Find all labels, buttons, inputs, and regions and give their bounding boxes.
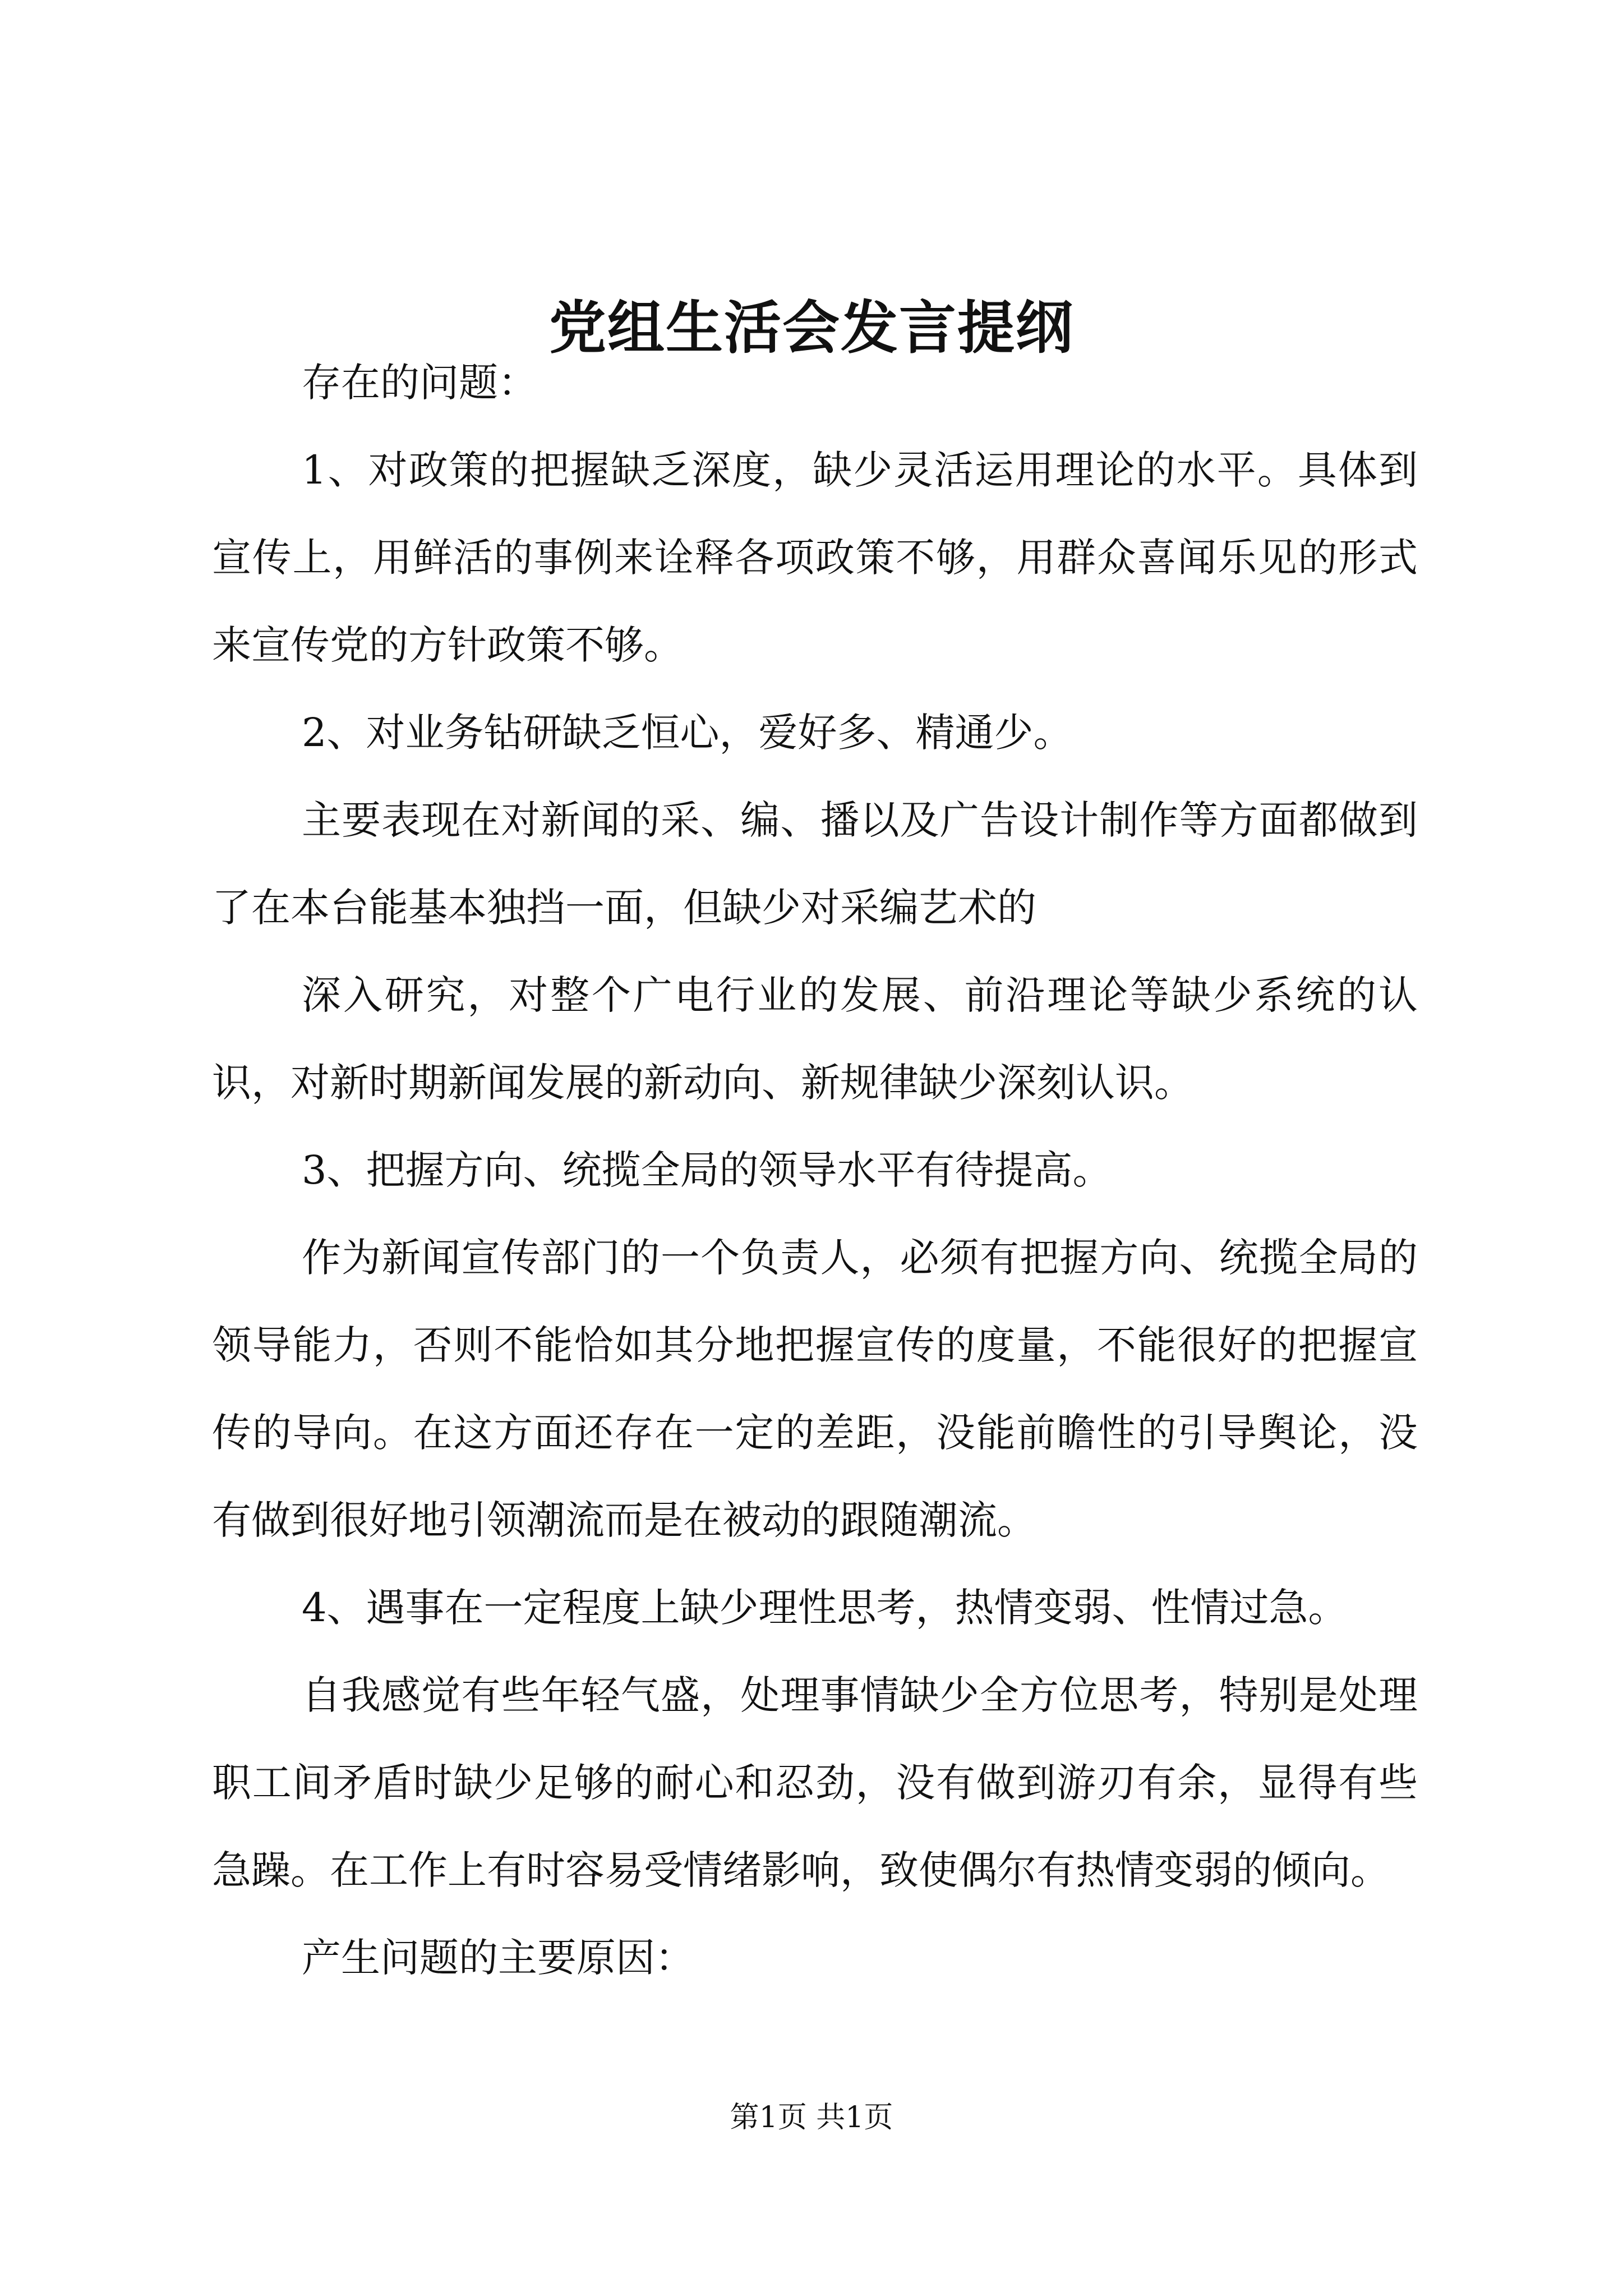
paragraph-item-3-detail: 作为新闻宣传部门的一个负责人，必须有把握方向、统揽全局的领导能力，否则不能恰如其分地把握宣传的度量，不能很好的把握宣传的导向。在这方面还存在一定的差距，没能前瞻性的引导舆论，没有做到很好地引领潮流而是在被动的跟随潮流。 xyxy=(212,1235,1418,1543)
paragraph-problems-heading: 存在的问题： xyxy=(302,360,537,406)
document-title: 党组生活会发言提纲 xyxy=(549,295,1074,362)
paragraph-item-2-detail-b: 深入研究，对整个广电行业的发展、前沿理论等缺少系统的认识，对新时期新闻发展的新动向、新规律缺少深刻认识。 xyxy=(212,972,1418,1106)
paragraph-item-2-detail-a: 主要表现在对新闻的采、编、播以及广告设计制作等方面都做到了在本台能基本独挡一面，但缺少对采编艺术的 xyxy=(212,797,1418,931)
page-footer: 第1页 共1页 xyxy=(730,2101,893,2134)
paragraph-item-2: 2、对业务钻研缺乏恒心，爱好多、精通少。 xyxy=(302,710,1073,756)
paragraph-item-3: 3、把握方向、统揽全局的领导水平有待提高。 xyxy=(302,1147,1112,1193)
paragraph-item-4: 4、遇事在一定程度上缺少理性思考，热情变弱、性情过急。 xyxy=(302,1585,1348,1631)
paragraph-causes-heading: 产生问题的主要原因： xyxy=(302,1935,694,1981)
document-body xyxy=(212,339,1418,2001)
paragraph-item-1: 1、对政策的把握缺乏深度，缺少灵活运用理论的水平。具体到宣传上，用鲜活的事例来诠释各项政策不够，用群众喜闻乐见的形式来宣传党的方针政策不够。 xyxy=(212,447,1418,668)
paragraph-item-4-detail: 自我感觉有些年轻气盛，处理事情缺少全方位思考，特别是处理职工间矛盾时缺少足够的耐心和忍劲，没有做到游刃有余，显得有些急躁。在工作上有时容易受情绪影响，致使偶尔有热情变弱的倾向。 xyxy=(212,1672,1418,1893)
